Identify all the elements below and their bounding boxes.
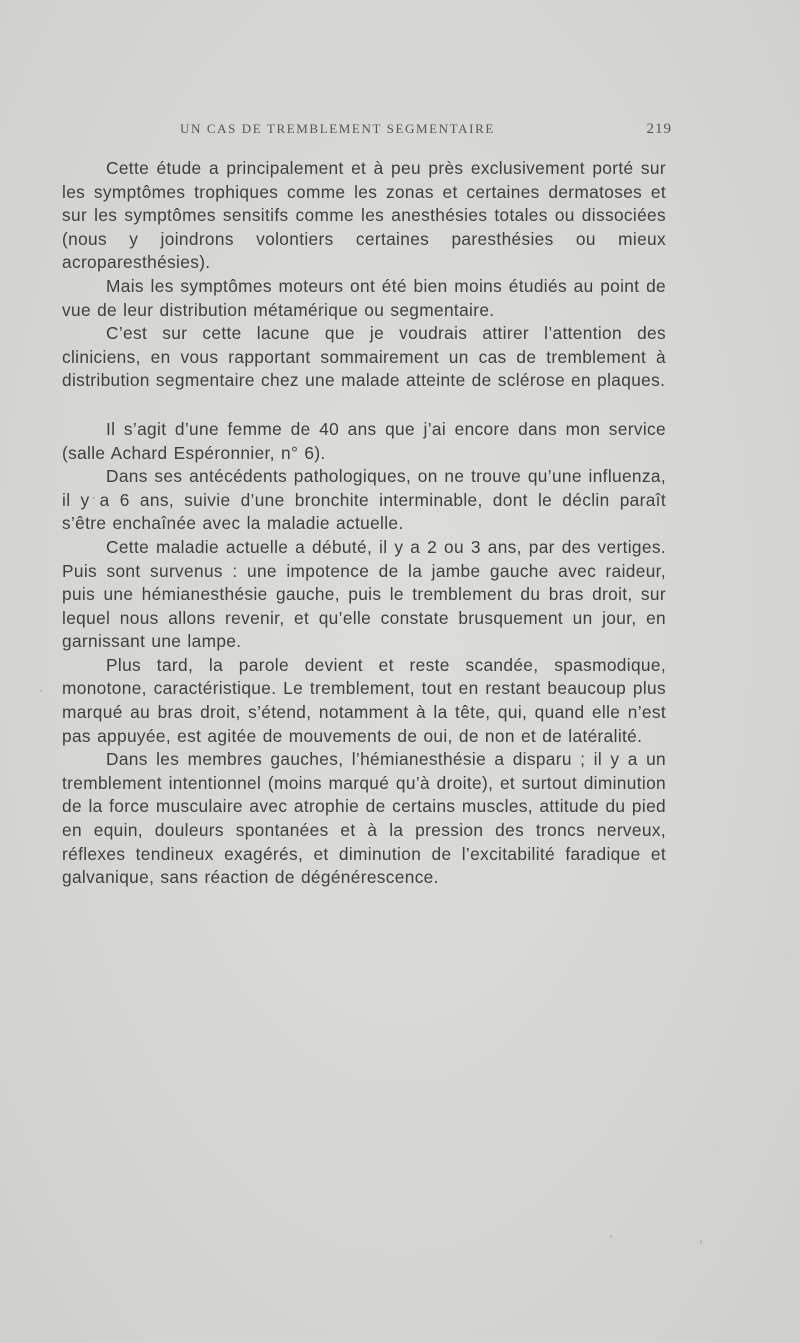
page-number: 219 xyxy=(646,121,672,137)
body-text xyxy=(62,157,666,890)
paragraph: Mais les symptômes moteurs ont été bien moins étudiés au point de vue de leur distribution métamérique ou segmentaire. xyxy=(62,275,666,320)
paragraph: Dans les membres gauches, l’hémianesthésie a disparu ; il y a un tremblement intentionnel (moins marqué qu’à droite), et surtout diminution de la force musculaire avec atrophie de certains muscles, attitude du pied en equin, douleurs spontanées et à la pression des troncs nerveux, réflexes tendineux exagérés, et diminution de l’excitabilité faradique et galvanique, sans réaction de dégénérescence. xyxy=(62,749,666,888)
running-title: UN CAS DE TREMBLEMENT SEGMENTAIRE xyxy=(180,121,495,136)
paragraph: Cette maladie actuelle a débuté, il y a 2 ou 3 ans, par des vertiges. Puis sont survenus : une impotence de la jambe gauche avec raideur, puis une hémianesthésie gauche, puis le tremblement du bras droit, sur lequel nous allons revenir, et qu’elle constate brusquement un jour, en garnissant une lampe. xyxy=(62,536,666,652)
paragraph: Dans ses antécédents pathologiques, on ne trouve qu’une influenza, il y a 6 ans, suivie d’une bronchite interminable, dont le déclin paraît s’être enchaînée avec la maladie actuelle. xyxy=(62,466,666,534)
paper-speck xyxy=(610,1235,612,1238)
paragraph: Plus tard, la parole devient et reste scandée, spasmodique, monotone, caractéristique. Le tremblement, tout en restant beaucoup plus marqué au bras droit, s’étend, notamment à la tête, qui, quand elle n’est pas appuyée, est agitée de mouvements de oui, de non et de latéralité. xyxy=(62,654,666,746)
paper-speck xyxy=(40,690,42,692)
paragraph: Il s’agit d’une femme de 40 ans que j’ai encore dans mon service (salle Achard Espéronnier, n° 6). xyxy=(62,418,666,463)
paragraph: C’est sur cette lacune que je voudrais attirer l’attention des cliniciens, en vous rapportant sommairement un cas de tremblement à distribution segmentaire chez une malade atteinte de sclérose en plaques. xyxy=(62,323,666,391)
paper-speck xyxy=(92,497,95,499)
paper-speck xyxy=(700,1240,702,1244)
paragraph: Cette étude a principalement et à peu près exclusivement porté sur les symptômes trophiques comme les zonas et certaines dermatoses et sur les symptômes sensitifs comme les anesthésies totales ou dissociées (nous y joindrons volontiers certaines paresthésies ou mieux acroparesthésies). xyxy=(62,158,666,273)
running-head xyxy=(62,121,672,145)
